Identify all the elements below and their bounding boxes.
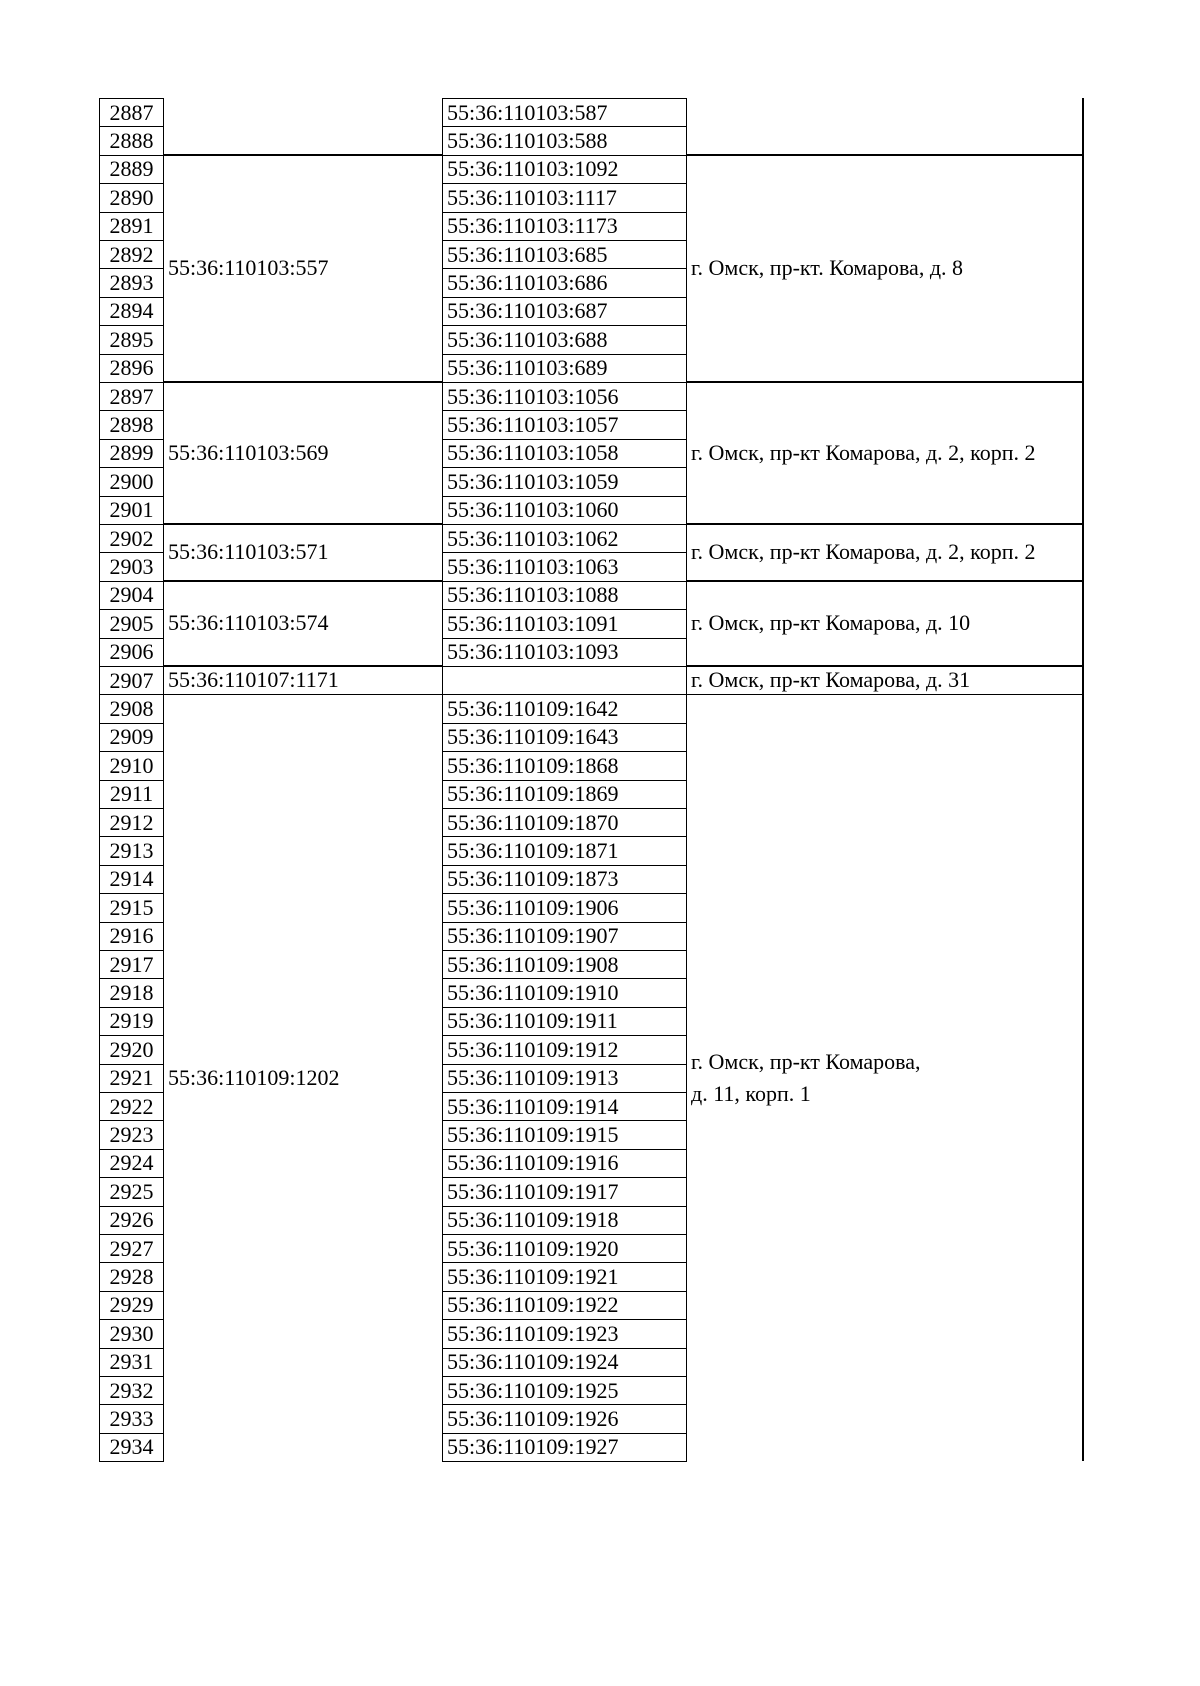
part-cadastral-number: 55:36:110109:1927 [442, 1433, 687, 1462]
part-cadastral-number: 55:36:110109:1643 [442, 723, 687, 752]
row-number: 2894 [99, 297, 164, 326]
part-cadastral-number [442, 666, 687, 695]
part-cadastral-number: 55:36:110109:1906 [442, 893, 687, 922]
row-number: 2891 [99, 212, 164, 241]
address-line: г. Омск, пр-кт Комарова, [691, 1048, 921, 1074]
row-divider [687, 665, 1083, 667]
row-divider [164, 694, 442, 696]
row-number: 2907 [99, 666, 164, 695]
part-cadastral-number: 55:36:110109:1911 [442, 1007, 687, 1036]
part-cadastral-number: 55:36:110103:1092 [442, 155, 687, 184]
row-number: 2895 [99, 325, 164, 354]
part-cadastral-number: 55:36:110103:1088 [442, 581, 687, 610]
part-cadastral-number: 55:36:110103:1093 [442, 638, 687, 667]
part-cadastral-number: 55:36:110109:1920 [442, 1234, 687, 1263]
part-cadastral-number: 55:36:110109:1917 [442, 1177, 687, 1206]
address [687, 694, 1083, 1461]
row-number: 2919 [99, 1007, 164, 1036]
row-number: 2887 [99, 98, 164, 127]
land-plot-cadastral-number: 55:36:110103:557 [168, 255, 329, 281]
part-cadastral-number: 55:36:110109:1908 [442, 950, 687, 979]
row-number: 2920 [99, 1035, 164, 1064]
part-cadastral-number: 55:36:110109:1921 [442, 1262, 687, 1291]
part-cadastral-number: 55:36:110103:1173 [442, 212, 687, 241]
part-cadastral-number: 55:36:110109:1925 [442, 1376, 687, 1405]
row-divider [687, 154, 1083, 156]
row-number: 2925 [99, 1177, 164, 1206]
part-cadastral-number: 55:36:110109:1913 [442, 1064, 687, 1093]
row-number: 2932 [99, 1376, 164, 1405]
part-cadastral-number: 55:36:110109:1916 [442, 1149, 687, 1178]
address: г. Омск, пр-кт Комарова, д. 31 [691, 667, 971, 693]
row-number: 2893 [99, 268, 164, 297]
row-number: 2902 [99, 524, 164, 553]
row-number: 2924 [99, 1149, 164, 1178]
part-cadastral-number: 55:36:110109:1918 [442, 1206, 687, 1235]
part-cadastral-number: 55:36:110109:1870 [442, 808, 687, 837]
address: г. Омск, пр-кт Комарова, д. 2, корп. 2 [691, 440, 1036, 465]
part-cadastral-number: 55:36:110109:1642 [442, 694, 687, 723]
row-number: 2911 [99, 780, 164, 809]
row-number: 2928 [99, 1262, 164, 1291]
row-number: 2889 [99, 155, 164, 184]
part-cadastral-number: 55:36:110109:1873 [442, 865, 687, 894]
row-number: 2906 [99, 638, 164, 667]
part-cadastral-number: 55:36:110103:685 [442, 240, 687, 269]
row-divider [164, 665, 442, 667]
row-number: 2929 [99, 1291, 164, 1320]
part-cadastral-number: 55:36:110109:1924 [442, 1348, 687, 1377]
row-number: 2912 [99, 808, 164, 837]
row-number: 2931 [99, 1348, 164, 1377]
part-cadastral-number: 55:36:110103:1059 [442, 467, 687, 496]
address [687, 98, 1083, 155]
row-number: 2904 [99, 581, 164, 610]
row-number: 2917 [99, 950, 164, 979]
row-number: 2905 [99, 609, 164, 638]
part-cadastral-number: 55:36:110103:587 [442, 98, 687, 127]
part-cadastral-number: 55:36:110103:1091 [442, 609, 687, 638]
row-divider [164, 580, 442, 582]
part-cadastral-number: 55:36:110103:1062 [442, 524, 687, 553]
column-divider [1082, 98, 1084, 1461]
part-cadastral-number: 55:36:110103:1057 [442, 410, 687, 439]
row-number: 2915 [99, 893, 164, 922]
part-cadastral-number: 55:36:110109:1868 [442, 751, 687, 780]
part-cadastral-number: 55:36:110103:1056 [442, 382, 687, 411]
row-divider [164, 381, 442, 383]
row-number: 2930 [99, 1319, 164, 1348]
land-plot-cadastral-number [164, 98, 442, 155]
address: г. Омск, пр-кт Комарова, д. 10 [691, 610, 971, 636]
part-cadastral-number: 55:36:110103:1058 [442, 439, 687, 468]
part-cadastral-number: 55:36:110109:1907 [442, 922, 687, 951]
row-number: 2923 [99, 1120, 164, 1149]
part-cadastral-number: 55:36:110103:689 [442, 354, 687, 383]
row-number: 2908 [99, 694, 164, 723]
address: г. Омск, пр-кт. Комарова, д. 8 [691, 255, 964, 281]
row-number: 2897 [99, 382, 164, 411]
address-lines [691, 1046, 920, 1110]
part-cadastral-number: 55:36:110109:1912 [442, 1035, 687, 1064]
land-plot-cadastral-number: 55:36:110109:1202 [168, 1064, 340, 1090]
row-number: 2890 [99, 183, 164, 212]
row-number: 2896 [99, 354, 164, 383]
part-cadastral-number: 55:36:110103:588 [442, 126, 687, 155]
row-divider [687, 580, 1083, 582]
address: г. Омск, пр-кт Комарова, д. 2, корп. 2 [691, 539, 1036, 565]
part-cadastral-number: 55:36:110109:1926 [442, 1404, 687, 1433]
part-cadastral-number: 55:36:110109:1910 [442, 978, 687, 1007]
row-divider [164, 154, 442, 156]
row-number: 2934 [99, 1433, 164, 1462]
land-plot-cadastral-number: 55:36:110107:1171 [168, 667, 339, 693]
part-cadastral-number: 55:36:110103:687 [442, 297, 687, 326]
part-cadastral-number: 55:36:110103:1063 [442, 552, 687, 581]
part-cadastral-number: 55:36:110103:1060 [442, 496, 687, 525]
land-plot-cadastral-number: 55:36:110103:569 [168, 440, 329, 465]
part-cadastral-number: 55:36:110109:1923 [442, 1319, 687, 1348]
part-cadastral-number: 55:36:110103:686 [442, 268, 687, 297]
part-cadastral-number: 55:36:110109:1922 [442, 1291, 687, 1320]
row-number: 2903 [99, 552, 164, 581]
row-divider [687, 694, 1083, 696]
part-cadastral-number: 55:36:110103:688 [442, 325, 687, 354]
address-line: д. 11, корп. 1 [691, 1080, 811, 1106]
row-number: 2898 [99, 410, 164, 439]
land-plot-cadastral-number: 55:36:110103:574 [168, 610, 329, 636]
row-divider [687, 381, 1083, 383]
row-number: 2899 [99, 439, 164, 468]
row-number: 2888 [99, 126, 164, 155]
part-cadastral-number: 55:36:110109:1915 [442, 1120, 687, 1149]
row-divider [164, 523, 442, 525]
row-number: 2927 [99, 1234, 164, 1263]
part-cadastral-number: 55:36:110109:1869 [442, 780, 687, 809]
row-number: 2900 [99, 467, 164, 496]
row-number: 2922 [99, 1092, 164, 1121]
row-number: 2910 [99, 751, 164, 780]
row-number: 2918 [99, 978, 164, 1007]
row-number: 2921 [99, 1064, 164, 1093]
row-number: 2933 [99, 1404, 164, 1433]
part-cadastral-number: 55:36:110109:1871 [442, 836, 687, 865]
row-number: 2909 [99, 723, 164, 752]
part-cadastral-number: 55:36:110109:1914 [442, 1092, 687, 1121]
part-cadastral-number: 55:36:110103:1117 [442, 183, 687, 212]
row-number: 2901 [99, 496, 164, 525]
row-number: 2913 [99, 836, 164, 865]
row-divider [687, 523, 1083, 525]
row-number: 2914 [99, 865, 164, 894]
row-number: 2926 [99, 1206, 164, 1235]
land-plot-cadastral-number: 55:36:110103:571 [168, 539, 329, 565]
row-number: 2916 [99, 922, 164, 951]
row-number: 2892 [99, 240, 164, 269]
